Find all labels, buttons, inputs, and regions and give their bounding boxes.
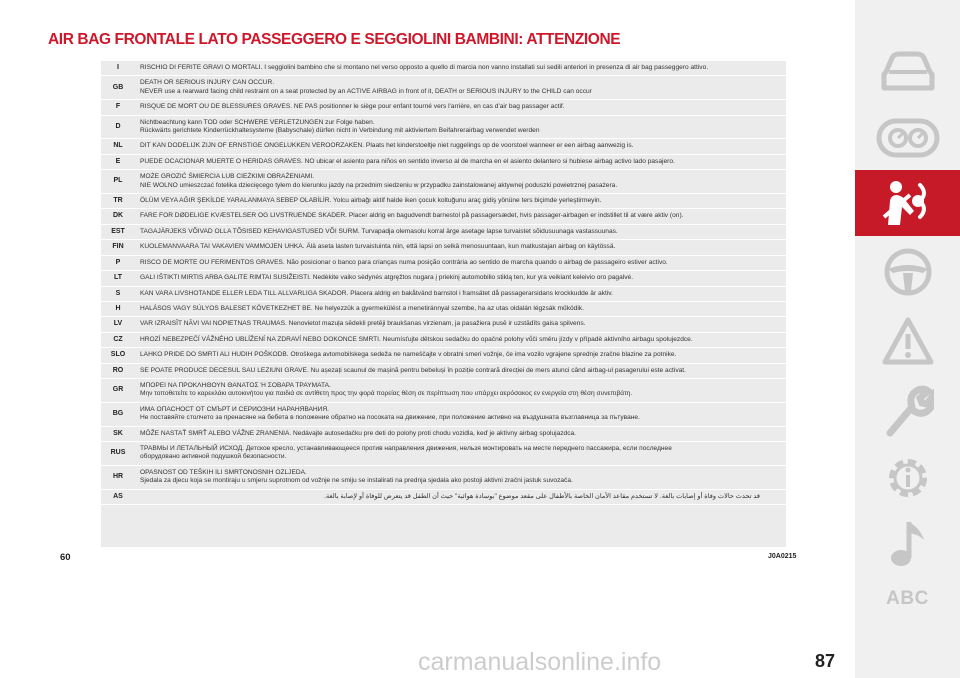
warning-text — [135, 317, 786, 332]
warning-row — [101, 465, 786, 489]
music-note-icon[interactable] — [855, 512, 960, 574]
warning-text — [135, 402, 786, 426]
warning-row — [101, 271, 786, 286]
page-title: AIR BAG FRONTALE LATO PASSEGGERO E SEGGIOLINI BAMBINI: ATTENZIONE — [48, 31, 621, 48]
language-code: RUS — [110, 449, 126, 457]
language-code: SK — [113, 429, 123, 437]
warning-text — [135, 348, 786, 363]
language-code: F — [115, 103, 121, 111]
image-code: J0A0215 — [768, 553, 797, 560]
warning-text — [135, 170, 786, 194]
warning-row — [101, 115, 786, 139]
warning-text-line: OPASNOST OD TEŠKIH ILI SMRTONOSNIH OZLJEDA. — [140, 468, 307, 476]
language-code: RO — [112, 366, 124, 374]
warning-row — [101, 363, 786, 378]
language-code: D — [115, 122, 121, 130]
warning-text — [135, 115, 786, 139]
warning-text — [135, 286, 786, 301]
warning-text — [135, 426, 786, 441]
warning-row — [101, 402, 786, 426]
warning-text — [135, 209, 786, 224]
warning-row — [101, 332, 786, 347]
seatbelt-airbag-icon[interactable] — [855, 170, 960, 236]
warning-row — [101, 286, 786, 301]
warning-row — [101, 348, 786, 363]
warning-row — [101, 240, 786, 255]
language-code: EST — [111, 227, 125, 235]
warning-text — [135, 194, 786, 209]
language-code: BG — [112, 409, 124, 417]
gear-info-icon[interactable] — [855, 444, 960, 512]
warning-row — [101, 194, 786, 209]
language-code: PL — [113, 177, 123, 185]
watermark: carmanualsonline.info — [418, 648, 662, 676]
warning-text-line: RISQUE DE MORT OU DE BLESSURES GRAVES. NE PAS positionner le siège pour enfant tourné vers l'arrière, en cas d'air bag passager actif. — [140, 103, 565, 111]
warning-text — [135, 154, 786, 169]
warning-row — [101, 209, 786, 224]
language-code: TR — [113, 197, 123, 205]
warning-text-line: FARE FOR DØDELIGE KVÆSTELSER OG LIVSTRUENDE SKADER. Placer aldrig en bagudvendt barnestol på passagersædet, hvis passager-airbagen er indstillet til at være aktiv (on). — [140, 212, 684, 220]
warning-text — [135, 76, 786, 100]
warning-text — [135, 61, 786, 76]
steering-wheel-icon[interactable] — [855, 240, 960, 304]
language-code: E — [115, 157, 121, 165]
warning-text-line: ΜΠΟΡΕΙ ΝΑ ΠΡΟΚΛΗΘΟΥΝ ΘΑΝΑΤΟΣ Ή ΣΟΒΑΡΑ ΤΡΑΥΜΑΤΑ. — [140, 381, 331, 389]
warning-text-line: HROZÍ NEBEZPEČÍ VÁŽNÉHO UBLÍŽENÍ NA ZDRAVÍ NEBO DOKONCE SMRTI. Neumísťujte dětskou sedačku do opačné polohy vůči směru jízdy v případě aktivního airbagu spolujezdce. — [140, 335, 693, 343]
warning-text-line: DIT KAN DODELIJK ZIJN OF ERNSTIGE ONGELUKKEN VEROORZAKEN. Plaats het kinderstoeltje niet ruggelings op de voorstoel wanneer er een airbag aanwezig is. — [140, 142, 634, 150]
warning-row — [101, 489, 786, 504]
language-code: NL — [113, 142, 123, 150]
warning-row — [101, 255, 786, 270]
warning-text-line: قد تحدث حالات وفاة أو إصابات بالغة. لا تستخدم مقاعد الأمان الخاصة بالأطفال على مقعد موضوع "بوسادة هوائية" حيث أن الطفل قد يتعرض للوفاة أو لإصابة بالغة. — [324, 492, 760, 500]
language-code: HR — [112, 472, 124, 480]
warning-text — [135, 271, 786, 286]
language-code: GR — [112, 386, 124, 394]
language-code: GB — [112, 83, 124, 91]
warning-text-line: HALÁSOS VAGY SÚLYOS BALESET KÖVETKEZHET BE. Ne helyezzük a gyermekülést a menetiránnyal szembe, ha az utas oldalán légzsák működik. — [140, 304, 584, 312]
warning-text-line: NIE WOLNO umieszczać fotelika dziecięcego tyłem do kierunku jazdy na przednim siedzeniu w przypadku zainstalowanej aktywnej poduszki powietrznej pasażera. — [140, 181, 618, 189]
warning-text-line: DEATH OR SERIOUS INJURY CAN OCCUR. — [140, 79, 275, 87]
wrench-icon[interactable] — [855, 376, 960, 446]
warning-text-line: ÖLÜM VEYA AĞIR ŞEKİLDE YARALANMAYA SEBEP OLABİLİR. Yolcu airbağı aktif halde iken çocuk koltuğunu araç gidiş yönüne ters biçimde yerleştirmeyin. — [140, 197, 602, 205]
abc-index-label[interactable] — [855, 584, 960, 614]
warning-text — [135, 139, 786, 154]
warning-text-line: TAGAJÄRJEKS VÕIVAD OLLA TÕSISED KEHAVIGASTUSED VÕI SURM. Turvapadja olemasolu korral ärge asetage lapse turvaistet sõidusuunaga vastassuunas. — [140, 227, 618, 235]
warning-text-line: Μην τοποθετείτε το καρεκλάκι αυτοκινήτου για παιδιά σε αντίθετη προς την φορά πορείας θέση σε περίπτωση που υπάρχει αερόσακος εν ενεργεία στη θέση συνεπιβάτη. — [140, 390, 633, 398]
warning-text-line: Rückwärts gerichtete Kinderrückhaltesysteme (Babyschale) dürfen nicht in Verbindung mit aktiviertem Beifahrerairbag verwendet werden — [140, 127, 540, 135]
warning-row — [101, 170, 786, 194]
language-code: DK — [112, 212, 124, 220]
warning-row — [101, 61, 786, 76]
warning-text — [135, 363, 786, 378]
warning-text-line: LAHKO PRIDE DO SMRTI ALI HUDIH POŠKODB. Otroškega avtomobilskega sedeža ne nameščajte v obratni smeri vožnje, če ima vozilo vgrajene sprednje zračne blazine za potnike. — [140, 351, 677, 359]
language-code: LV — [113, 320, 123, 328]
warning-text-line: KAN VARA LIVSHOTANDE ELLER LEDA TILL ALLVARLIGA SKADOR. Placera aldrig en bakåtvänd barnstol i framsätet då passagerarsidans krockkudde är aktiv. — [140, 289, 613, 297]
warning-text — [135, 378, 786, 402]
warning-row — [101, 378, 786, 402]
language-code: AS — [113, 492, 123, 500]
warning-text-line: MÔŽE NASTAŤ SMRŤ ALEBO VÁŽNE ZRANENIA. Nedávajte autosedačku pre deti do polohy proti chodu vozidla, keď je aktívny airbag spolujazdca. — [140, 429, 577, 437]
warning-text-line: оборудовано активной подушкой безопасности. — [140, 453, 287, 461]
airbag-warning-table — [101, 61, 786, 547]
warning-text — [135, 255, 786, 270]
warning-row — [101, 317, 786, 332]
warning-row — [101, 100, 786, 115]
warning-text-line: PUEDE OCACIONAR MUERTE O HERIDAS GRAVES. NO ubicar el asiento para niños en sentido inverso al de marcha en el asiento delantero si hubiese airbag activo lado pasajero. — [140, 157, 675, 165]
dashboard-gauges-icon[interactable] — [855, 108, 960, 168]
language-code: I — [117, 64, 119, 71]
warning-text-line: RISCO DE MORTE OU FERIMENTOS GRAVES. Não posicionar o banco para crianças numa posição contrária ao sentido de marcha quando o airbag de passageiro estiver activo. — [140, 258, 668, 266]
warning-table — [101, 61, 786, 505]
warning-triangle-icon[interactable] — [855, 306, 960, 376]
warning-text-line: GALI IŠTIKTI MIRTIS ARBA GALITE RIMTAI SUSIŽEISTI. Nedėkite vaiko sėdynės atgręžtos nugara į priekinį automobilio stiklą ten, kur yra veikiant keleivio oro pagalvė. — [140, 274, 634, 282]
language-code: FIN — [112, 243, 124, 251]
warning-row — [101, 301, 786, 316]
warning-text — [135, 240, 786, 255]
warning-text — [135, 301, 786, 316]
warning-text-line: VAR IZRAISĪT NĀVI VAI NOPIETNAS TRAUMAS. Nenovietot mazuļa sēdekli pretēji braukšanas virzienam, ja pasažiera pusē ir uzstādīts gaisa spilvens. — [140, 320, 586, 328]
warning-row — [101, 139, 786, 154]
page-number-left: 60 — [60, 552, 71, 563]
warning-text-line: Nichtbeachtung kann TOD oder SCHWERE VERLETZUNGEN zur Folge haben. — [140, 118, 375, 126]
warning-row — [101, 224, 786, 239]
warning-text — [135, 465, 786, 489]
language-code: H — [115, 304, 121, 312]
warning-text-line: NEVER use a rearward facing child restraint on a seat protected by an ACTIVE AIRBAG in front of it, DEATH or SERIOUS INJURY to the CHILD can occur — [140, 87, 592, 95]
language-code: S — [115, 289, 121, 297]
language-code: SLO — [110, 351, 126, 359]
warning-row — [101, 441, 786, 465]
language-code: LT — [113, 274, 123, 282]
warning-text — [135, 489, 786, 504]
warning-text-line: MOŻE GROZIĆ ŚMIERCIA LUB CIEŻKIMI OBRAŻENIAMI. — [140, 173, 315, 181]
warning-text-line: Не поставяйте столчето за пренасяне на бебета в положение обратно на посоката на движение, при положение активно на въздушната възглавница за пътуване. — [140, 414, 640, 422]
warning-row — [101, 426, 786, 441]
warning-text — [135, 100, 786, 115]
language-code: CZ — [113, 335, 123, 343]
warning-text — [135, 332, 786, 347]
warning-text — [135, 224, 786, 239]
warning-text-line: KUOLEMANVAARA TAI VAKAVIEN VAMMOJEN UHKA. Älä aseta lasten turvaistuinta niin, että lapsi on selkä menosuuntaan, kun matkustajan airbag on käytössä. — [140, 243, 616, 251]
warning-text — [135, 441, 786, 465]
car-icon[interactable] — [855, 40, 960, 104]
warning-text-line: RISCHIO DI FERITE GRAVI O MORTALI. I seggiolini bambino che si montano nel verso opposto a quello di marcia non vanno installati sui sedili anteriori in presenza di air bag passeggero attivo. — [140, 64, 709, 71]
warning-text-line: ТРАВМЫ И ЛЕТАЛЬНЫЙ ИСХОД. Детское кресло, устанавливающееся против направления движения, нельзя монтировать на месте переднего пассажира, если последнее — [140, 444, 672, 452]
warning-text-line: ИМА ОПАСНОСТ ОТ СМЪРТ И СЕРИОЗНИ НАРАНЯВАНИЯ. — [140, 405, 330, 413]
warning-text-line: SE POATE PRODUCE DECESUL SAU LEZIUNI GRAVE. Nu așezați scaunul de mașină pentru bebeluși în poziție contrară direcției de mers atunci când airbag-ul pasagerului este activat. — [140, 366, 686, 374]
abc-label: ABC — [886, 588, 929, 609]
chapter-side-nav — [855, 0, 960, 678]
language-code: P — [115, 258, 121, 266]
warning-text-line: Sjedala za djecu koja se montiraju u smjeru suprotnom od vožnje ne smiju se instalirati na prednja sjedala ako postoji aktivni zračni jastuk suvozača. — [140, 477, 573, 485]
warning-row — [101, 154, 786, 169]
warning-row — [101, 76, 786, 100]
page-number-right: 87 — [815, 651, 836, 671]
